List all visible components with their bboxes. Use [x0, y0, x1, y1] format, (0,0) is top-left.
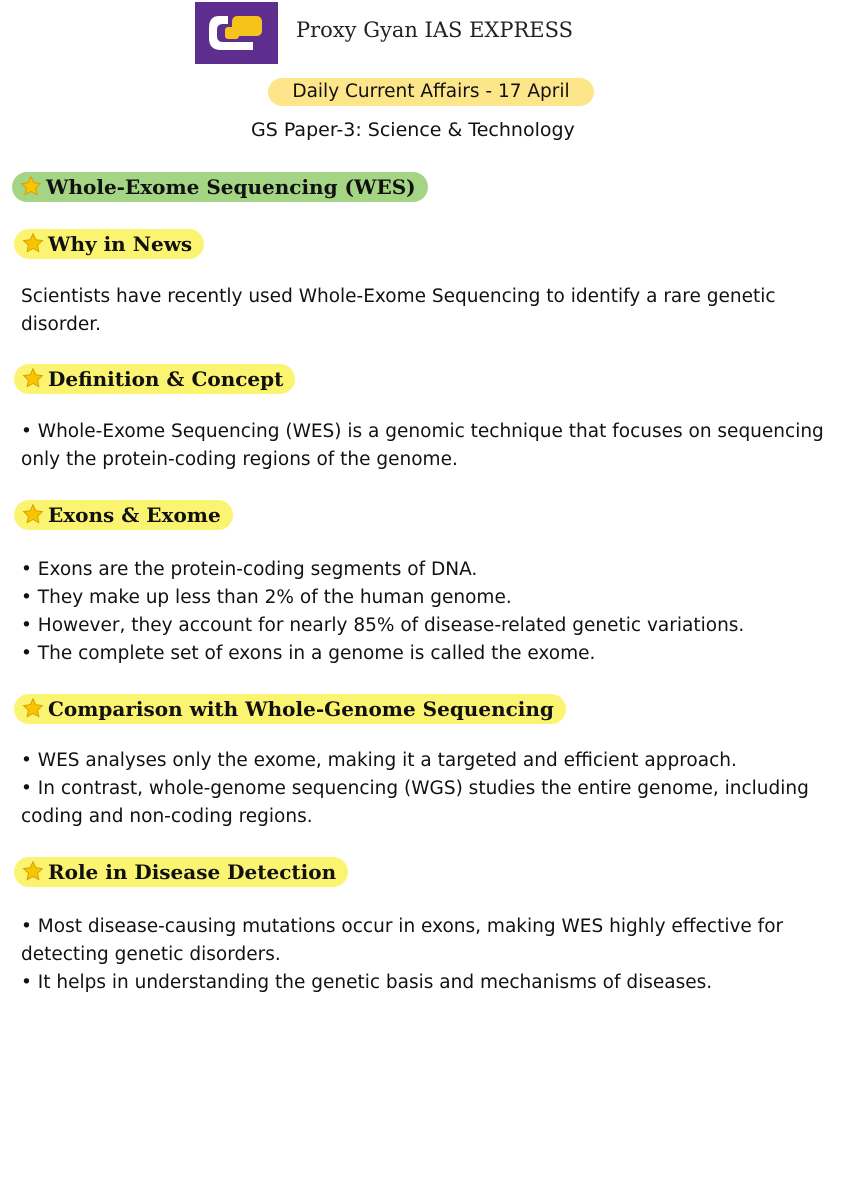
- star-icon: [20, 175, 42, 197]
- bullet-item: • Exons are the protein-coding segments of DNA.: [21, 559, 478, 580]
- bullet-item: • They make up less than 2% of the human genome.: [21, 587, 512, 608]
- bullet-item: • Whole-Exome Sequencing (WES) is a genomic technique that focuses on sequencing only the protein-coding regions of the genome.: [21, 421, 824, 470]
- topic-title-text: Whole-Exome Sequencing (WES): [46, 175, 416, 199]
- section-heading-text: Exons & Exome: [48, 503, 221, 527]
- bullet-item: • WES analyses only the exome, making it a targeted and efficient approach.: [21, 750, 737, 771]
- bullet-item: • It helps in understanding the genetic basis and mechanisms of diseases.: [21, 972, 713, 993]
- section-heading-text: Comparison with Whole-Genome Sequencing: [48, 697, 554, 721]
- proxy-gyan-logo-icon: [195, 2, 278, 64]
- section-heading-text: Definition & Concept: [48, 367, 284, 391]
- star-icon: [22, 503, 44, 525]
- section-heading-comparison: [14, 694, 566, 724]
- bullet-item: • The complete set of exons in a genome is called the exome.: [21, 643, 596, 664]
- star-icon: [22, 860, 44, 882]
- date-badge: Daily Current Affairs - 17 April: [268, 78, 594, 106]
- section-heading-exons-exome: [14, 500, 233, 530]
- brand-logo: [195, 2, 278, 64]
- star-icon: [22, 367, 44, 389]
- brand-title: Proxy Gyan IAS EXPRESS: [296, 18, 574, 42]
- bullet-item: • In contrast, whole-genome sequencing (WGS) studies the entire genome, including coding and non-coding regions.: [21, 778, 809, 827]
- star-icon: [22, 697, 44, 719]
- section-heading-disease-detection: [14, 857, 348, 887]
- star-icon: [22, 232, 44, 254]
- bullet-item: • However, they account for nearly 85% of disease-related genetic variations.: [21, 615, 745, 636]
- section-heading-text: Why in News: [48, 232, 193, 256]
- section-heading-text: Role in Disease Detection: [48, 860, 337, 884]
- paragraph: Scientists have recently used Whole-Exome Sequencing to identify a rare genetic disorder.: [21, 286, 776, 335]
- paper-label: GS Paper-3: Science & Technology: [251, 119, 575, 141]
- bullet-item: • Most disease-causing mutations occur in exons, making WES highly effective for detecting genetic disorders.: [21, 916, 784, 965]
- topic-title: [12, 172, 428, 202]
- section-heading-why-in-news: [14, 229, 204, 259]
- section-heading-definition: [14, 364, 295, 394]
